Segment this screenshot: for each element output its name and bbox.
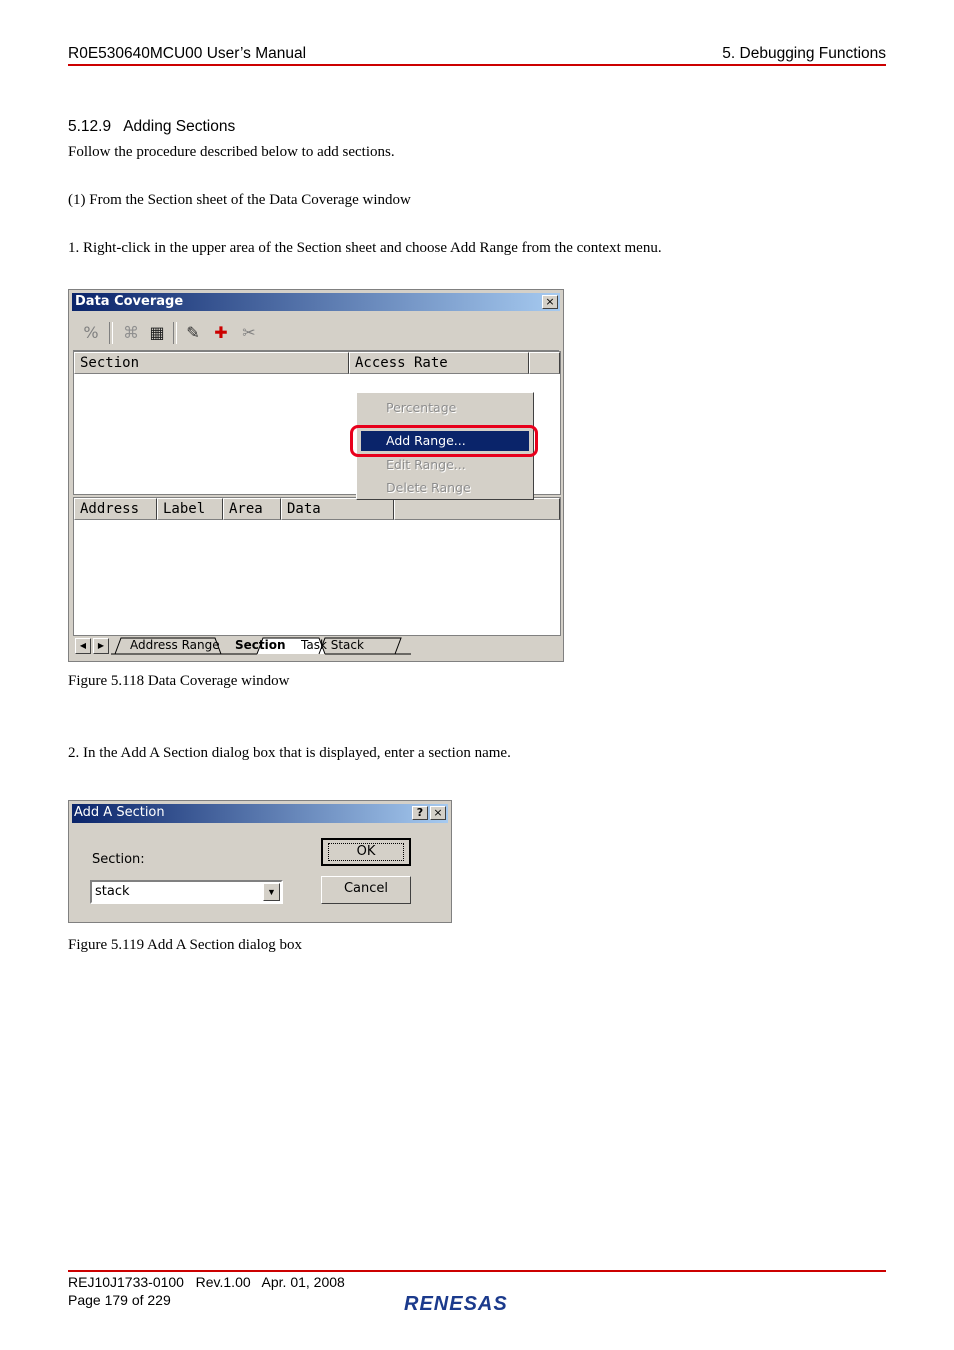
toolbar bbox=[73, 314, 559, 351]
close-icon[interactable]: × bbox=[542, 295, 558, 309]
tab-scroll-right-icon[interactable]: ▶ bbox=[93, 638, 109, 654]
tab-task-stack[interactable]: Task Stack bbox=[301, 638, 364, 652]
header-divider bbox=[68, 64, 886, 66]
dialog-title: Add A Section bbox=[74, 805, 165, 820]
figure-2-caption: Figure 5.119 Add A Section dialog box bbox=[68, 937, 303, 953]
footer-doc-info: REJ10J1733-0100 Rev.1.00 Apr. 01, 2008 bbox=[68, 1274, 345, 1290]
window-title-bar[interactable] bbox=[72, 293, 560, 311]
menu-item-edit-range[interactable]: Edit Range... bbox=[386, 457, 466, 472]
column-header-address[interactable]: Address bbox=[74, 498, 157, 520]
close-icon[interactable]: × bbox=[430, 806, 446, 820]
section-combobox-value: stack bbox=[95, 884, 130, 899]
annotation-highlight-ring bbox=[350, 425, 538, 457]
add-range-icon[interactable]: ✚ bbox=[214, 323, 228, 342]
cancel-button[interactable]: Cancel bbox=[321, 876, 411, 904]
window-title: Data Coverage bbox=[75, 294, 184, 309]
header-manual-title: R0E530640MCU00 User’s Manual bbox=[68, 45, 307, 62]
ok-button-label: OK bbox=[328, 843, 405, 861]
column-header-data[interactable]: Data bbox=[281, 498, 394, 520]
antenna-icon[interactable]: ⌘ bbox=[123, 323, 139, 342]
edit-range-icon[interactable]: ✎ bbox=[186, 323, 200, 342]
column-header-access-rate[interactable]: Access Rate bbox=[349, 352, 529, 374]
column-header-area[interactable]: Area bbox=[223, 498, 281, 520]
menu-item-delete-range[interactable]: Delete Range bbox=[386, 480, 471, 495]
step-heading: (1) From the Section sheet of the Data Coverage window bbox=[68, 192, 411, 208]
section-label: Section: bbox=[92, 852, 145, 867]
column-header-blank bbox=[529, 352, 560, 374]
percent-icon[interactable]: % bbox=[83, 323, 99, 342]
range-detail-list[interactable] bbox=[73, 497, 561, 636]
sheet-tabs bbox=[73, 636, 559, 656]
tab-address-range[interactable]: Address Range bbox=[130, 638, 220, 652]
section-title: Adding Sections bbox=[123, 118, 236, 135]
chevron-down-icon[interactable]: ▼ bbox=[263, 883, 280, 901]
intro-paragraph: Follow the procedure described below to add sections. bbox=[68, 144, 395, 160]
toolbar-separator bbox=[109, 322, 113, 344]
renesas-logo: RENESAS bbox=[404, 1293, 508, 1315]
tab-scroll-left-icon[interactable]: ◀ bbox=[75, 638, 91, 654]
section-number: 5.12.9 bbox=[68, 118, 112, 135]
add-section-dialog bbox=[68, 800, 452, 923]
header-chapter-title: 5. Debugging Functions bbox=[722, 45, 886, 62]
footer-page-number: Page 179 of 229 bbox=[68, 1292, 171, 1308]
data-coverage-window bbox=[68, 289, 564, 662]
tab-section[interactable]: Section bbox=[235, 638, 286, 652]
delete-range-icon[interactable]: ✂ bbox=[242, 323, 256, 342]
dialog-title-bar[interactable] bbox=[72, 804, 448, 823]
figure-1-caption: Figure 5.118 Data Coverage window bbox=[68, 673, 290, 689]
toolbar-separator bbox=[173, 322, 177, 344]
column-header-blank bbox=[394, 498, 560, 520]
menu-item-add-range[interactable]: Add Range... bbox=[361, 431, 529, 451]
column-header-label[interactable]: Label bbox=[157, 498, 223, 520]
footer-divider bbox=[68, 1270, 886, 1272]
menu-item-percentage[interactable]: Percentage bbox=[386, 400, 457, 415]
calculator-icon[interactable]: ▦ bbox=[149, 323, 165, 342]
help-icon[interactable]: ? bbox=[412, 806, 428, 820]
ok-button[interactable] bbox=[321, 838, 411, 866]
step-1-text: 1. Right-click in the upper area of the Section sheet and choose Add Range from the context menu. bbox=[68, 240, 662, 256]
column-header-section[interactable]: Section bbox=[74, 352, 349, 374]
section-heading bbox=[68, 118, 235, 136]
step-2-text: 2. In the Add A Section dialog box that is displayed, enter a section name. bbox=[68, 745, 511, 761]
section-combobox[interactable] bbox=[90, 880, 283, 904]
